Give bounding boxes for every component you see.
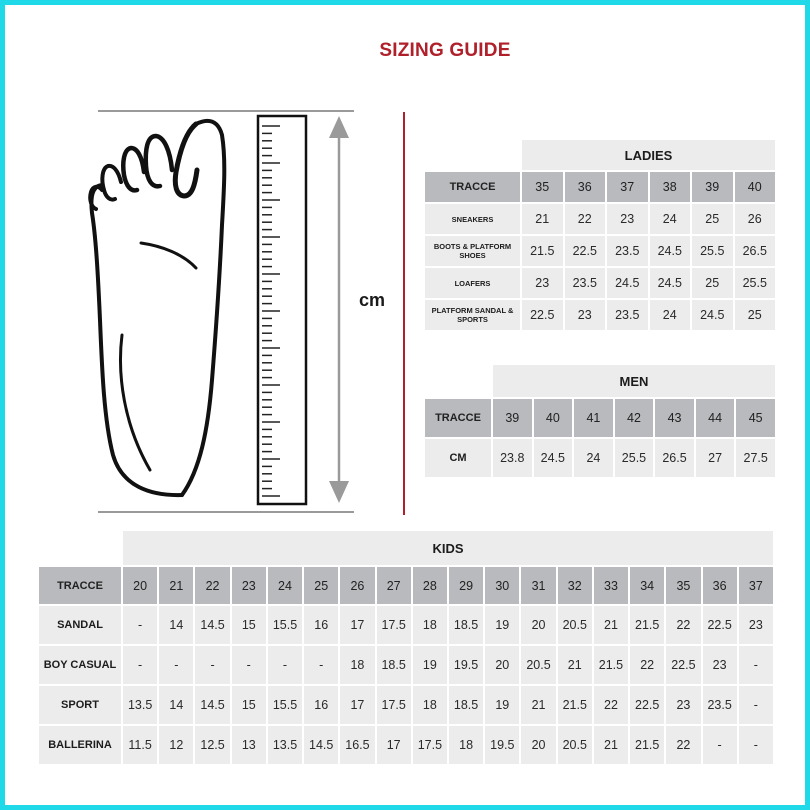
table-cell: 23 bbox=[565, 300, 606, 330]
table-cell: 26.5 bbox=[655, 439, 694, 477]
table-cell: 11.5 bbox=[123, 726, 157, 764]
table-cell: 23.5 bbox=[703, 686, 737, 724]
ruler-icon bbox=[258, 116, 306, 504]
kids-size-header: 22 bbox=[195, 567, 229, 604]
table-cell: - bbox=[268, 646, 302, 684]
men-size-header: 40 bbox=[534, 399, 573, 437]
unit-label: cm bbox=[358, 290, 385, 310]
table-cell: - bbox=[739, 686, 773, 724]
table-cell: 14.5 bbox=[195, 686, 229, 724]
table-cell: 22.5 bbox=[630, 686, 664, 724]
table-cell: 22 bbox=[666, 726, 700, 764]
kids-size-header-row bbox=[39, 567, 773, 604]
table-row bbox=[425, 300, 775, 330]
table-cell: 21.5 bbox=[594, 646, 628, 684]
table-cell: 13 bbox=[232, 726, 266, 764]
ladies-header-label: TRACCE bbox=[425, 172, 520, 202]
table-cell: 24.5 bbox=[692, 300, 733, 330]
men-size-header-row bbox=[425, 399, 775, 437]
table-cell: 18 bbox=[449, 726, 483, 764]
table-row bbox=[425, 439, 775, 477]
table-cell: 15 bbox=[232, 686, 266, 724]
ladies-size-header: 37 bbox=[607, 172, 648, 202]
table-cell: 20 bbox=[485, 646, 519, 684]
table-cell: 24.5 bbox=[607, 268, 648, 298]
men-heading: MEN bbox=[493, 365, 775, 397]
measurement-arrow-icon bbox=[329, 116, 349, 503]
table-cell: 18 bbox=[340, 646, 374, 684]
table-cell: 21 bbox=[558, 646, 592, 684]
table-cell: 18.5 bbox=[449, 606, 483, 644]
men-size-header: 41 bbox=[574, 399, 613, 437]
men-size-header: 39 bbox=[493, 399, 532, 437]
table-cell: 21 bbox=[522, 204, 563, 234]
men-size-header: 42 bbox=[615, 399, 654, 437]
kids-size-header: 21 bbox=[159, 567, 193, 604]
table-cell: 19 bbox=[485, 686, 519, 724]
table-cell: 26 bbox=[735, 204, 776, 234]
kids-size-header: 25 bbox=[304, 567, 338, 604]
table-cell: 24 bbox=[574, 439, 613, 477]
men-size-header: 45 bbox=[736, 399, 775, 437]
table-cell: 19 bbox=[485, 606, 519, 644]
table-cell: - bbox=[123, 646, 157, 684]
table-cell: 20.5 bbox=[558, 606, 592, 644]
table-cell: 21 bbox=[594, 726, 628, 764]
row-label: LOAFERS bbox=[425, 268, 520, 298]
table-cell: 20 bbox=[521, 726, 555, 764]
table-cell: 21 bbox=[594, 606, 628, 644]
table-cell: 23 bbox=[522, 268, 563, 298]
table-cell: 19 bbox=[413, 646, 447, 684]
table-cell: 16 bbox=[304, 686, 338, 724]
table-cell: - bbox=[703, 726, 737, 764]
table-cell: 22 bbox=[594, 686, 628, 724]
table-cell: 21.5 bbox=[558, 686, 592, 724]
table-cell: 24.5 bbox=[650, 268, 691, 298]
table-cell: 23.5 bbox=[565, 268, 606, 298]
table-cell: 25 bbox=[735, 300, 776, 330]
table-cell: 22.5 bbox=[703, 606, 737, 644]
ladies-size-header: 35 bbox=[522, 172, 563, 202]
kids-heading-row bbox=[39, 531, 773, 565]
table-cell: 14.5 bbox=[304, 726, 338, 764]
ladies-heading-row bbox=[425, 140, 775, 170]
table-cell: 17 bbox=[340, 606, 374, 644]
row-label: SANDAL bbox=[39, 606, 121, 644]
kids-size-header: 20 bbox=[123, 567, 157, 604]
table-cell: 22.5 bbox=[666, 646, 700, 684]
table-row bbox=[425, 268, 775, 298]
table-cell: 18 bbox=[413, 606, 447, 644]
table-cell: - bbox=[159, 646, 193, 684]
table-cell: 23.8 bbox=[493, 439, 532, 477]
kids-size-header: 27 bbox=[377, 567, 411, 604]
table-cell: 21.5 bbox=[630, 726, 664, 764]
table-cell: 24 bbox=[650, 204, 691, 234]
table-cell: 19.5 bbox=[449, 646, 483, 684]
row-label: BOY CASUAL bbox=[39, 646, 121, 684]
table-row bbox=[39, 726, 773, 764]
men-size-header: 44 bbox=[696, 399, 735, 437]
page-title: SIZING GUIDE bbox=[379, 40, 511, 61]
table-cell: 21 bbox=[521, 686, 555, 724]
kids-size-header: 36 bbox=[703, 567, 737, 604]
table-cell: 27.5 bbox=[736, 439, 775, 477]
ladies-corner bbox=[425, 140, 520, 170]
kids-size-header: 37 bbox=[739, 567, 773, 604]
table-cell: 25 bbox=[692, 204, 733, 234]
table-cell: 22.5 bbox=[565, 236, 606, 266]
kids-size-header: 26 bbox=[340, 567, 374, 604]
table-cell: 22 bbox=[565, 204, 606, 234]
men-size-table bbox=[423, 363, 777, 479]
table-row bbox=[425, 236, 775, 266]
table-cell: 22 bbox=[666, 606, 700, 644]
table-cell: 21.5 bbox=[630, 606, 664, 644]
row-label: BALLERINA bbox=[39, 726, 121, 764]
row-label: CM bbox=[425, 439, 491, 477]
kids-size-header: 34 bbox=[630, 567, 664, 604]
men-corner bbox=[425, 365, 491, 397]
table-cell: 20.5 bbox=[521, 646, 555, 684]
ladies-size-header-row bbox=[425, 172, 775, 202]
table-cell: 13.5 bbox=[123, 686, 157, 724]
table-cell: - bbox=[739, 646, 773, 684]
table-cell: 15 bbox=[232, 606, 266, 644]
kids-size-header: 28 bbox=[413, 567, 447, 604]
table-cell: - bbox=[739, 726, 773, 764]
table-cell: - bbox=[232, 646, 266, 684]
table-cell: 27 bbox=[696, 439, 735, 477]
ladies-size-header: 36 bbox=[565, 172, 606, 202]
table-cell: 12.5 bbox=[195, 726, 229, 764]
ladies-size-header: 38 bbox=[650, 172, 691, 202]
table-row bbox=[39, 686, 773, 724]
table-cell: 25.5 bbox=[692, 236, 733, 266]
row-label: SPORT bbox=[39, 686, 121, 724]
table-cell: 14 bbox=[159, 686, 193, 724]
table-cell: 25.5 bbox=[735, 268, 776, 298]
table-cell: 25.5 bbox=[615, 439, 654, 477]
table-cell: 26.5 bbox=[735, 236, 776, 266]
row-label: SNEAKERS bbox=[425, 204, 520, 234]
kids-corner bbox=[39, 531, 121, 565]
ladies-size-header: 39 bbox=[692, 172, 733, 202]
table-cell: 23 bbox=[666, 686, 700, 724]
table-row bbox=[39, 606, 773, 644]
table-cell: 17 bbox=[377, 726, 411, 764]
kids-size-header: 29 bbox=[449, 567, 483, 604]
table-cell: - bbox=[304, 646, 338, 684]
table-cell: - bbox=[123, 606, 157, 644]
table-cell: 18 bbox=[413, 686, 447, 724]
table-cell: 17.5 bbox=[377, 606, 411, 644]
table-cell: 14 bbox=[159, 606, 193, 644]
table-cell: 17.5 bbox=[413, 726, 447, 764]
table-cell: 17 bbox=[340, 686, 374, 724]
men-size-header: 43 bbox=[655, 399, 694, 437]
table-cell: 21.5 bbox=[522, 236, 563, 266]
kids-header-label: TRACCE bbox=[39, 567, 121, 604]
table-cell: 16 bbox=[304, 606, 338, 644]
kids-size-header: 33 bbox=[594, 567, 628, 604]
ladies-size-table bbox=[423, 138, 777, 332]
table-cell: 15.5 bbox=[268, 686, 302, 724]
table-cell: 19.5 bbox=[485, 726, 519, 764]
table-cell: 20.5 bbox=[558, 726, 592, 764]
table-cell: 22 bbox=[630, 646, 664, 684]
table-cell: 18.5 bbox=[449, 686, 483, 724]
kids-size-header: 31 bbox=[521, 567, 555, 604]
table-cell: 15.5 bbox=[268, 606, 302, 644]
table-cell: 24.5 bbox=[534, 439, 573, 477]
table-cell: 23 bbox=[607, 204, 648, 234]
table-row bbox=[39, 646, 773, 684]
men-heading-row bbox=[425, 365, 775, 397]
table-cell: 23 bbox=[739, 606, 773, 644]
table-cell: 17.5 bbox=[377, 686, 411, 724]
table-cell: 23 bbox=[703, 646, 737, 684]
kids-size-header: 30 bbox=[485, 567, 519, 604]
kids-size-header: 24 bbox=[268, 567, 302, 604]
table-cell: 23.5 bbox=[607, 300, 648, 330]
table-cell: 23.5 bbox=[607, 236, 648, 266]
ladies-size-header: 40 bbox=[735, 172, 776, 202]
table-cell: 18.5 bbox=[377, 646, 411, 684]
table-cell: 12 bbox=[159, 726, 193, 764]
table-cell: 16.5 bbox=[340, 726, 374, 764]
kids-size-header: 23 bbox=[232, 567, 266, 604]
kids-size-header: 32 bbox=[558, 567, 592, 604]
table-cell: 22.5 bbox=[522, 300, 563, 330]
table-cell: 14.5 bbox=[195, 606, 229, 644]
row-label: PLATFORM SANDAL & SPORTS bbox=[425, 300, 520, 330]
table-row bbox=[425, 204, 775, 234]
table-cell: - bbox=[195, 646, 229, 684]
table-cell: 25 bbox=[692, 268, 733, 298]
ladies-heading: LADIES bbox=[522, 140, 775, 170]
kids-heading: KIDS bbox=[123, 531, 773, 565]
foot-outline-icon bbox=[90, 121, 224, 495]
table-cell: 13.5 bbox=[268, 726, 302, 764]
men-header-label: TRACCE bbox=[425, 399, 491, 437]
kids-size-table bbox=[37, 529, 775, 766]
row-label: BOOTS & PLATFORM SHOES bbox=[425, 236, 520, 266]
table-cell: 24 bbox=[650, 300, 691, 330]
kids-size-header: 35 bbox=[666, 567, 700, 604]
table-cell: 20 bbox=[521, 606, 555, 644]
table-cell: 24.5 bbox=[650, 236, 691, 266]
